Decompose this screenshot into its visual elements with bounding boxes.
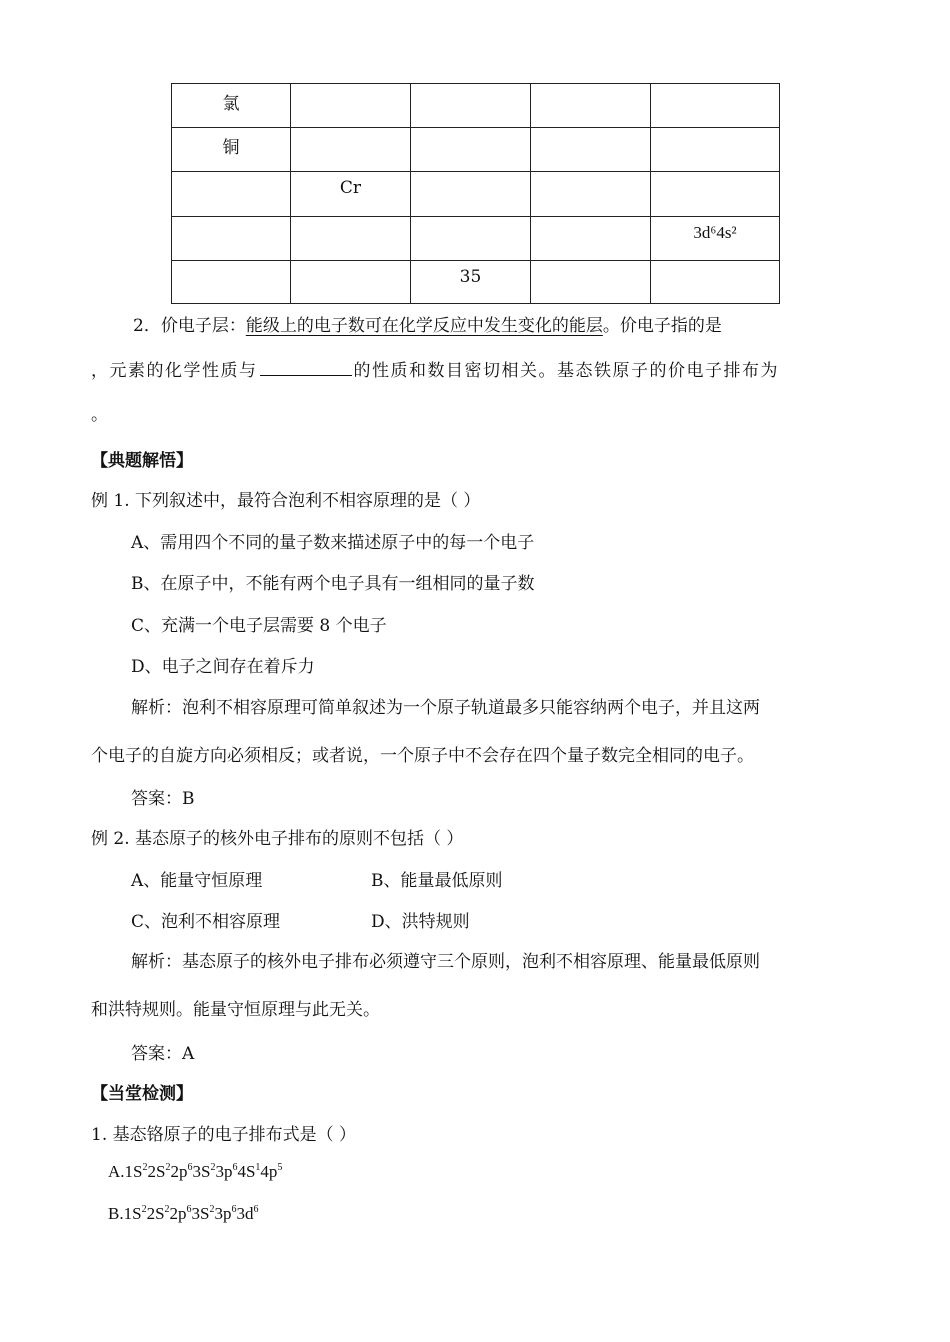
example1-option-d: D、电子之间存在着斥力 (131, 657, 315, 677)
table-cell (531, 261, 651, 304)
example2-option-d: D、洪特规则 (371, 912, 470, 932)
example1-option-a: A、需用四个不同的量子数来描述原子中的每一个电子 (131, 533, 535, 553)
example2-option-a: A、能量守恒原理 (131, 871, 263, 891)
section2-text-b: 的性质和数目密切相关。基态铁原子的价电子排布为 (353, 361, 779, 381)
section2-after: 。价电子指的是 (602, 316, 722, 336)
table-cell (651, 128, 780, 172)
example2-analysis-line1: 解析：基态原子的核外电子排布必须遵守三个原则，泡利不相容原理、能量最低原则 (131, 952, 760, 972)
example2-answer: 答案：A (131, 1044, 195, 1064)
option-a-label: A. (108, 1162, 125, 1181)
example2-analysis-line2: 和洪特规则。能量守恒原理与此无关。 (91, 1000, 380, 1020)
table-cell (411, 217, 531, 261)
table-cell (531, 128, 651, 172)
table-cell (651, 261, 780, 304)
fill-blank[interactable] (260, 357, 352, 376)
element-table (171, 83, 780, 304)
table-cell (172, 172, 291, 217)
table-cell: 3d⁶4s² (651, 217, 780, 261)
section2-line3: 。 (91, 405, 108, 425)
table-cell (172, 261, 291, 304)
example2-option-c: C、泡利不相容原理 (131, 912, 281, 932)
table-cell (291, 84, 411, 128)
table-cell (411, 84, 531, 128)
section2-underlined: 能级上的电子数可在化学反应中发生变化的能层 (245, 316, 603, 336)
table-cell (531, 172, 651, 217)
heading-examples: 【典题解悟】 (91, 451, 193, 471)
option-b-label: B. (108, 1204, 124, 1223)
table-cell (411, 172, 531, 217)
example2-option-b: B、能量最低原则 (371, 871, 503, 891)
table-cell (651, 84, 780, 128)
table-cell: 铜 (172, 128, 291, 172)
table-cell (651, 172, 780, 217)
example1-option-b: B、在原子中，不能有两个电子具有一组相同的量子数 (131, 574, 535, 594)
table-cell (411, 128, 531, 172)
table-cell: 35 (411, 261, 531, 304)
table-cell (291, 128, 411, 172)
example2-question: 例 2. 基态原子的核外电子排布的原则不包括（ ） (91, 829, 464, 849)
check1-question: 1. 基态铬原子的电子排布式是（ ） (91, 1125, 357, 1145)
table-cell (531, 217, 651, 261)
table-cell: 氯 (172, 84, 291, 128)
table-cell (531, 84, 651, 128)
table-cell (291, 261, 411, 304)
table-cell: Cr (291, 172, 411, 217)
check1-option-b: $B.1S^22S^22p^63S^23p^63d^6$ (108, 1204, 259, 1223)
section2-line2 (91, 356, 779, 381)
section2-text-a: ，元素的化学性质与 (91, 361, 258, 381)
example1-option-c: C、充满一个电子层需要 8 个电子 (131, 616, 387, 636)
example1-analysis-line2: 个电子的自旋方向必须相反；或者说，一个原子中不会存在四个量子数完全相同的电子。 (91, 746, 754, 766)
section2-prefix: 2．价电子层： (133, 316, 246, 336)
example1-answer: 答案：B (131, 789, 195, 809)
heading-check: 【当堂检测】 (91, 1084, 193, 1104)
section2-line1 (133, 311, 722, 336)
table-cell (172, 217, 291, 261)
example1-question: 例 1. 下列叙述中，最符合泡利不相容原理的是（ ） (91, 491, 481, 511)
check1-option-a: $A.1S^22S^22p^63S^23p^64S^14p^5$ (108, 1162, 283, 1181)
table-cell (291, 217, 411, 261)
example1-analysis-line1: 解析：泡利不相容原理可简单叙述为一个原子轨道最多只能容纳两个电子，并且这两 (131, 698, 760, 718)
